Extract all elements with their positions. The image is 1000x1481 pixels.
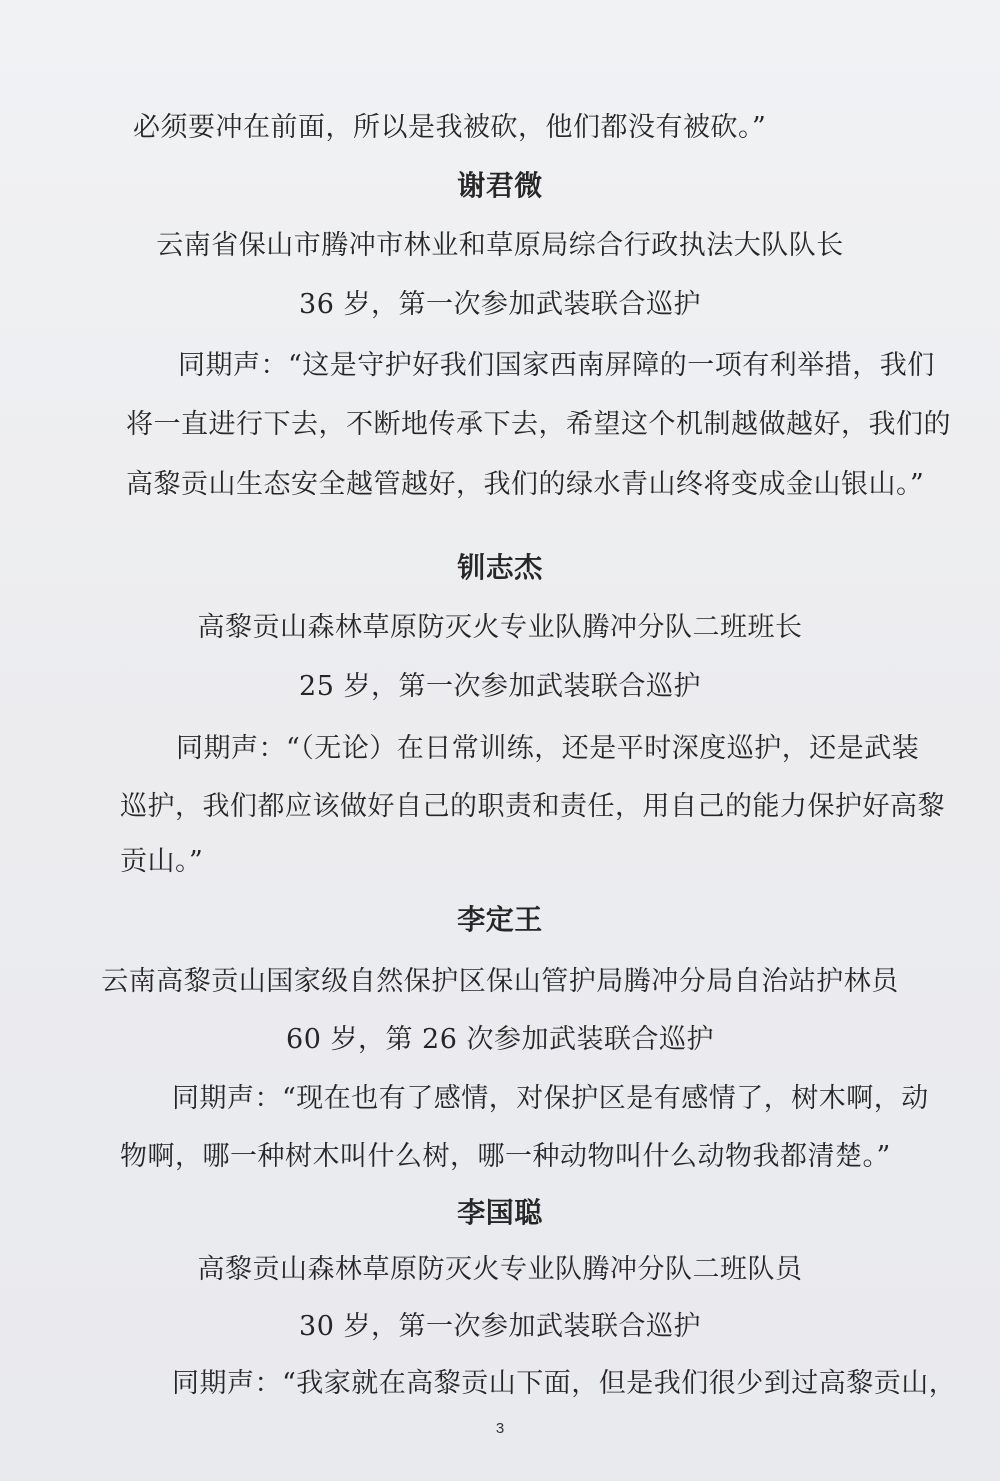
person-title: 云南省保山市腾冲市林业和草原局综合行政执法大队队长: [156, 230, 844, 261]
person-name-xie-junwei: 谢君微: [457, 169, 543, 202]
person-name-li-guocong: 李国聪: [457, 1196, 543, 1229]
quote-line: 巡护，我们都应该做好自己的职责和责任，用自己的能力保护好高黎: [120, 791, 945, 822]
quote-line: 物啊，哪一种树木叫什么树，哪一种动物叫什么动物我都清楚。”: [120, 1141, 891, 1172]
quote-line: 贡山。”: [120, 846, 204, 877]
quote-line: 将一直进行下去，不断地传承下去，希望这个机制越做越好，我们的: [126, 409, 951, 440]
person-name-chuan-zhijie: 钏志杰: [457, 551, 543, 584]
person-title: 高黎贡山森林草原防灭火专业队腾冲分队二班班长: [197, 612, 803, 643]
person-title: 高黎贡山森林草原防灭火专业队腾冲分队二班队员: [197, 1254, 803, 1285]
quote-line: 同期声：“这是守护好我们国家西南屏障的一项有利举措，我们: [178, 350, 935, 381]
quote-continuation-line: 必须要冲在前面，所以是我被砍，他们都没有被砍。”: [133, 112, 767, 143]
quote-line: 同期声：“（无论）在日常训练，还是平时深度巡护，还是武装: [176, 733, 920, 764]
quote-line: 同期声：“现在也有了感情，对保护区是有感情了，树木啊，动: [172, 1083, 929, 1114]
page-number: 3: [495, 1420, 505, 1437]
quote-line: 同期声：“我家就在高黎贡山下面，但是我们很少到过高黎贡山，: [172, 1368, 957, 1399]
person-age-info: 30 岁，第一次参加武装联合巡护: [299, 1311, 701, 1342]
person-age-info: 36 岁，第一次参加武装联合巡护: [299, 289, 701, 320]
person-age-info: 60 岁，第 26 次参加武装联合巡护: [286, 1024, 714, 1055]
quote-line: 高黎贡山生态安全越管越好，我们的绿水青山终将变成金山银山。”: [126, 469, 925, 500]
person-age-info: 25 岁，第一次参加武装联合巡护: [299, 671, 701, 702]
person-name-li-dingwang: 李定王: [457, 903, 543, 936]
person-title: 云南高黎贡山国家级自然保护区保山管护局腾冲分局自治站护林员: [101, 966, 899, 997]
